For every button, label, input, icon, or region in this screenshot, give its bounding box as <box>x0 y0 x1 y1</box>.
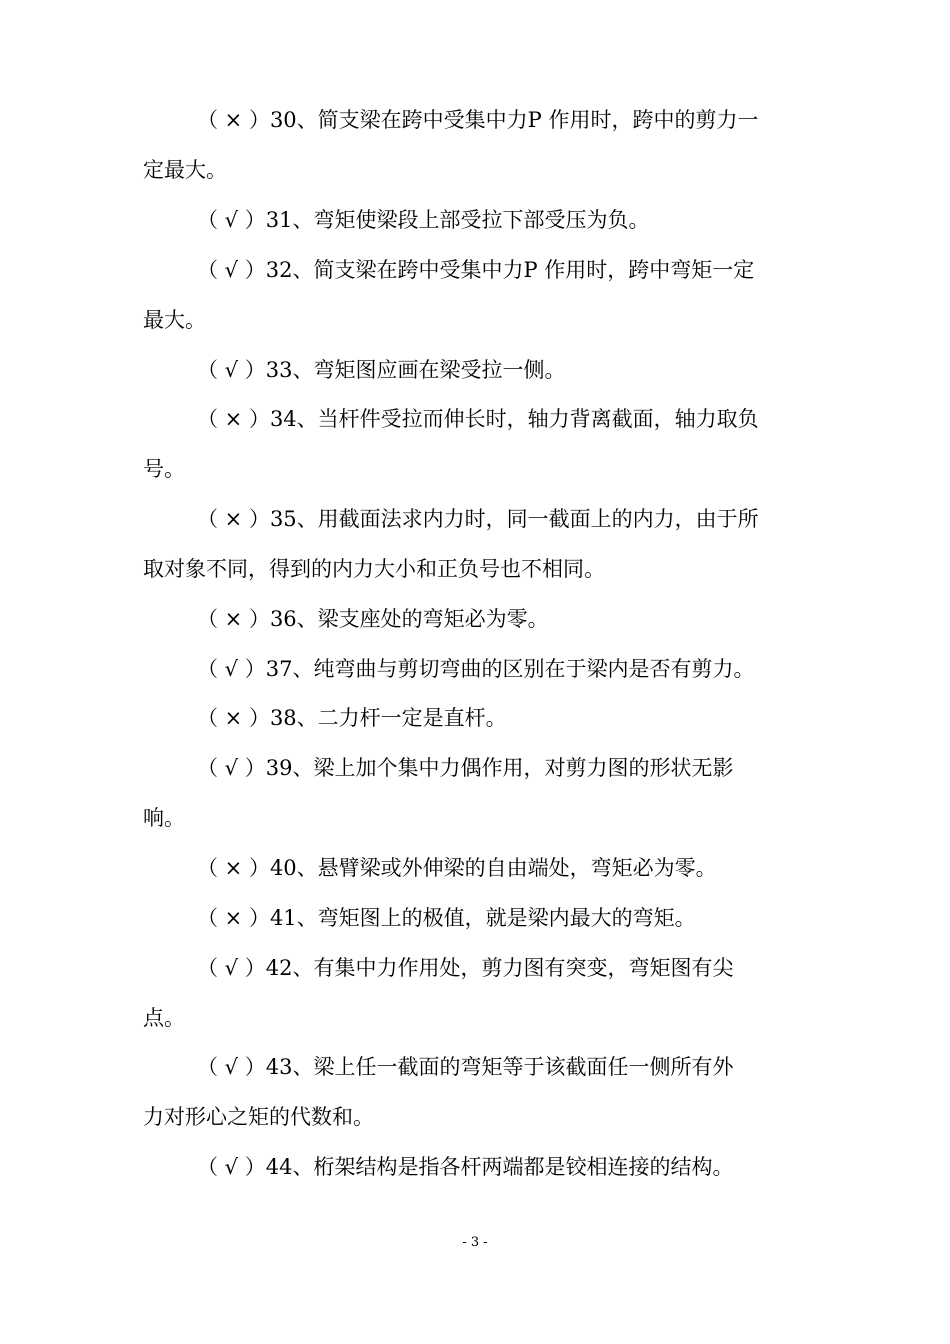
question-38: （ × ）38、二力杆一定是直杆。 <box>197 706 507 730</box>
question-31: （ √ ）31、弯矩使梁段上部受拉下部受压为负。 <box>197 208 650 232</box>
question-30-continued: 定最大。 <box>143 158 227 182</box>
question-36: （ × ）36、梁支座处的弯矩必为零。 <box>197 607 549 631</box>
question-43-continued: 力对形心之矩的代数和。 <box>143 1105 374 1129</box>
question-41: （ × ）41、弯矩图上的极值，就是梁内最大的弯矩。 <box>197 906 696 930</box>
question-37: （ √ ）37、纯弯曲与剪切弯曲的区别在于梁内是否有剪力。 <box>197 657 755 681</box>
page-number: - 3 - <box>462 1235 488 1250</box>
question-32: （ √ ）32、简支梁在跨中受集中力P 作用时，跨中弯矩一定 <box>197 258 755 282</box>
question-42: （ √ ）42、有集中力作用处，剪力图有突变，弯矩图有尖 <box>197 956 734 980</box>
question-35-continued: 取对象不同，得到的内力大小和正负号也不相同。 <box>143 557 605 581</box>
question-32-continued: 最大。 <box>143 308 206 332</box>
question-34-continued: 号。 <box>143 457 185 481</box>
question-40: （ × ）40、悬臂梁或外伸梁的自由端处，弯矩必为零。 <box>197 856 717 880</box>
question-43: （ √ ）43、梁上任一截面的弯矩等于该截面任一侧所有外 <box>197 1055 734 1079</box>
question-35: （ × ）35、用截面法求内力时，同一截面上的内力，由于所 <box>197 507 759 531</box>
question-33: （ √ ）33、弯矩图应画在梁受拉一侧。 <box>197 358 566 382</box>
question-39-continued: 响。 <box>143 806 185 830</box>
question-30: （ × ）30、简支梁在跨中受集中力P 作用时，跨中的剪力一 <box>197 108 759 132</box>
question-34: （ × ）34、当杆件受拉而伸长时，轴力背离截面，轴力取负 <box>197 407 759 431</box>
question-44: （ √ ）44、桁架结构是指各杆两端都是铰相连接的结构。 <box>197 1155 734 1179</box>
question-39: （ √ ）39、梁上加个集中力偶作用，对剪力图的形状无影 <box>197 756 734 780</box>
question-42-continued: 点。 <box>143 1006 185 1030</box>
